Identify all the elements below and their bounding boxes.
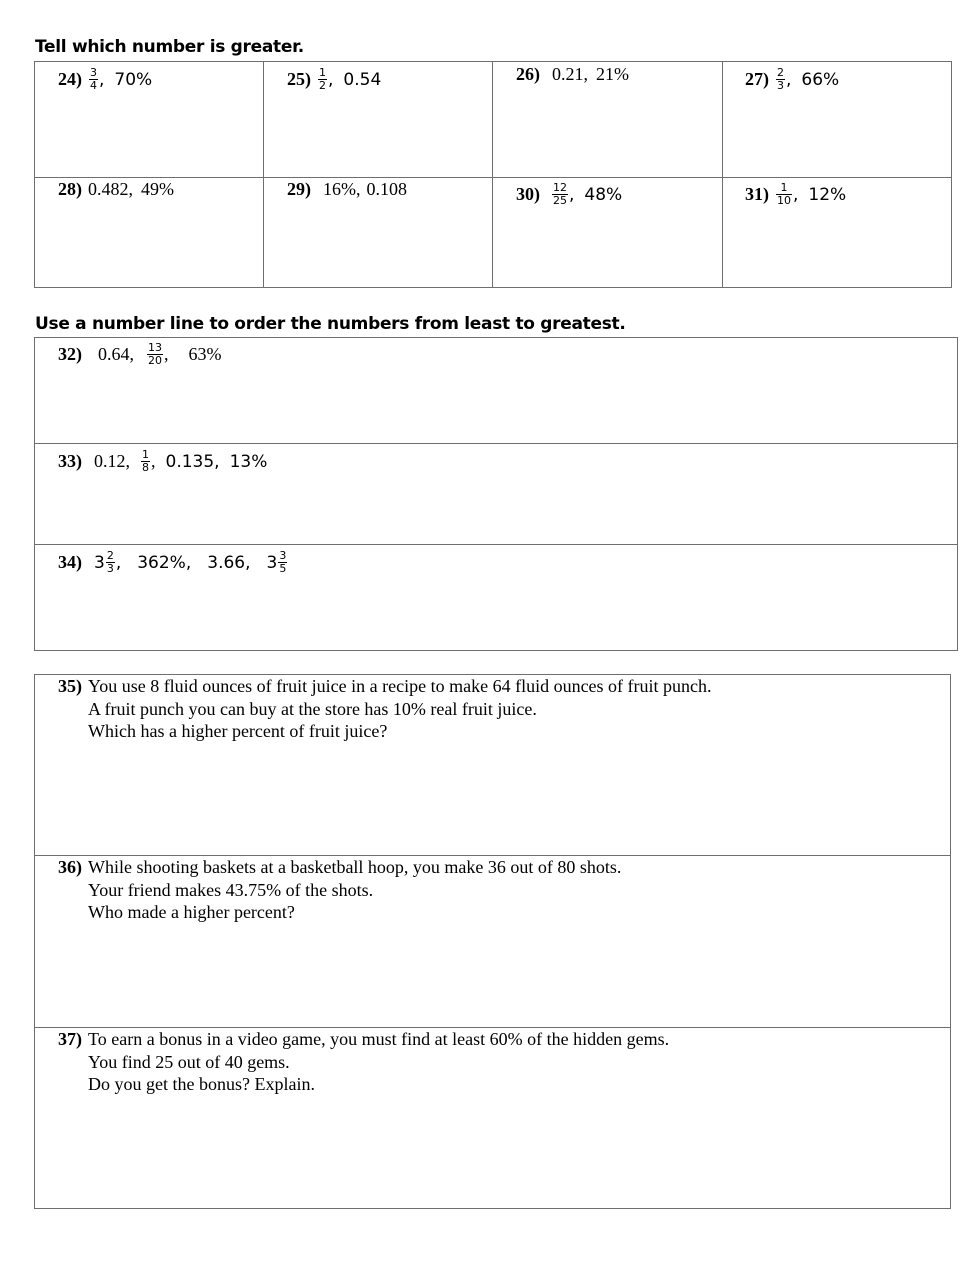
word-problems-grid [34, 674, 951, 1209]
problem-number: 24) [58, 69, 82, 89]
whole-number: 3 [266, 553, 278, 573]
numerator: 3 [279, 549, 287, 563]
whole-number: 3 [94, 553, 105, 573]
value: 63% [188, 344, 222, 364]
numerator: 1 [319, 66, 326, 80]
problem-text-line: Which has a higher percent of fruit juice? [88, 721, 388, 741]
fraction [776, 67, 785, 92]
problem-number: 33) [58, 451, 82, 471]
value: 0.482, [88, 179, 133, 199]
value: 0.135, [165, 452, 220, 472]
compare-grid [34, 61, 952, 288]
problem-33: 33) 0.12, $\frac{1}{8}$ , 0.135, 13% [58, 448, 268, 475]
grid-divider [34, 443, 958, 444]
problem-text-line: Your friend makes 43.75% of the shots. [88, 879, 374, 900]
value: 0.64, [98, 344, 134, 364]
value: 13% [229, 452, 268, 472]
fraction [106, 550, 115, 575]
fraction [278, 550, 287, 575]
problem-number: 27) [745, 69, 769, 89]
problem-32: 32) 0.64, $\frac{13}{20}$ , 63% [58, 341, 222, 368]
denominator: 5 [279, 562, 287, 576]
section1-heading: Tell which number is greater. [35, 37, 304, 57]
numerator: 12 [553, 181, 567, 195]
denominator: 20 [148, 354, 162, 368]
denominator: 8 [142, 461, 149, 475]
problem-number: 32) [58, 344, 82, 364]
denominator: 25 [553, 194, 567, 208]
problem-text-line: Do you get the bonus? Explain. [88, 1074, 315, 1094]
problem-number: 31) [745, 184, 769, 204]
problem-text-line: Who made a higher percent? [88, 902, 295, 922]
value: 3.66, [207, 553, 251, 573]
value: 66% [801, 70, 840, 90]
denominator: 3 [777, 79, 784, 93]
denominator: 3 [106, 562, 114, 576]
numerator: 2 [777, 66, 784, 80]
value: 16%, [323, 179, 361, 199]
order-grid [34, 337, 958, 651]
fraction [141, 449, 150, 474]
grid-divider [722, 61, 723, 288]
problem-26 [516, 63, 629, 85]
problem-28 [58, 178, 174, 200]
fraction [147, 342, 163, 367]
problem-29 [287, 178, 407, 200]
problem-25: 25) $\frac{1}{2}$ , 0.54 [287, 66, 382, 93]
value: 0.108 [366, 179, 407, 199]
fraction [318, 67, 327, 92]
problem-27: 27) $\frac{2}{3}$ , 66% [745, 66, 840, 93]
value: 12% [808, 185, 847, 205]
fraction [89, 67, 98, 92]
problem-30: 30) $\frac{12}{25}$ , 48% [516, 181, 623, 208]
value: 0.21, [552, 64, 588, 84]
problem-number: 29) [287, 179, 311, 199]
fraction [776, 182, 792, 207]
value: 21% [596, 64, 629, 84]
problem-number: 35) [58, 676, 82, 696]
fraction [552, 182, 568, 207]
numerator: 2 [106, 549, 114, 563]
numerator: 1 [776, 182, 792, 195]
problem-34: 34) 3 $\frac{2}{3}$ , 362%, 3.66, 3 $\frac{3}{5}$ [58, 549, 287, 576]
numerator: 13 [148, 341, 162, 355]
problem-text-line: To earn a bonus in a video game, you must find at least 60% of the hidden gems. [88, 1029, 670, 1049]
problem-number: 30) [516, 184, 540, 204]
value: 0.54 [343, 70, 382, 90]
problem-text-line: You find 25 out of 40 gems. [88, 1051, 290, 1072]
problem-number: 26) [516, 64, 540, 84]
denominator: 10 [777, 194, 791, 208]
value: 49% [141, 179, 174, 199]
problem-number: 37) [58, 1029, 82, 1049]
problem-text-line: A fruit punch you can buy at the store has 10% real fruit juice. [88, 698, 537, 719]
problem-24: 24) $\frac{3}{4}$ , 70% [58, 66, 153, 93]
value: 48% [584, 185, 623, 205]
value: 0.12, [94, 451, 130, 471]
numerator: 1 [142, 448, 149, 462]
grid-divider [263, 61, 264, 288]
problem-text-line: You use 8 fluid ounces of fruit juice in a recipe to make 64 fluid ounces of fruit punch. [88, 676, 712, 696]
section2-heading: Use a number line to order the numbers from least to greatest. [35, 314, 626, 334]
problem-number: 36) [58, 857, 82, 877]
denominator: 2 [319, 79, 326, 93]
problem-number: 34) [58, 552, 82, 572]
numerator: 3 [90, 66, 97, 80]
denominator: 4 [90, 79, 97, 93]
grid-divider [34, 544, 958, 545]
problem-31: 31) $\frac{1}{10}$ , 12% [745, 181, 847, 208]
grid-divider [492, 61, 493, 288]
value: 70% [114, 70, 153, 90]
problem-number: 25) [287, 69, 311, 89]
problem-text-line: While shooting baskets at a basketball hoop, you make 36 out of 80 shots. [88, 857, 622, 877]
value: 362%, [137, 553, 192, 573]
problem-number: 28) [58, 179, 82, 199]
